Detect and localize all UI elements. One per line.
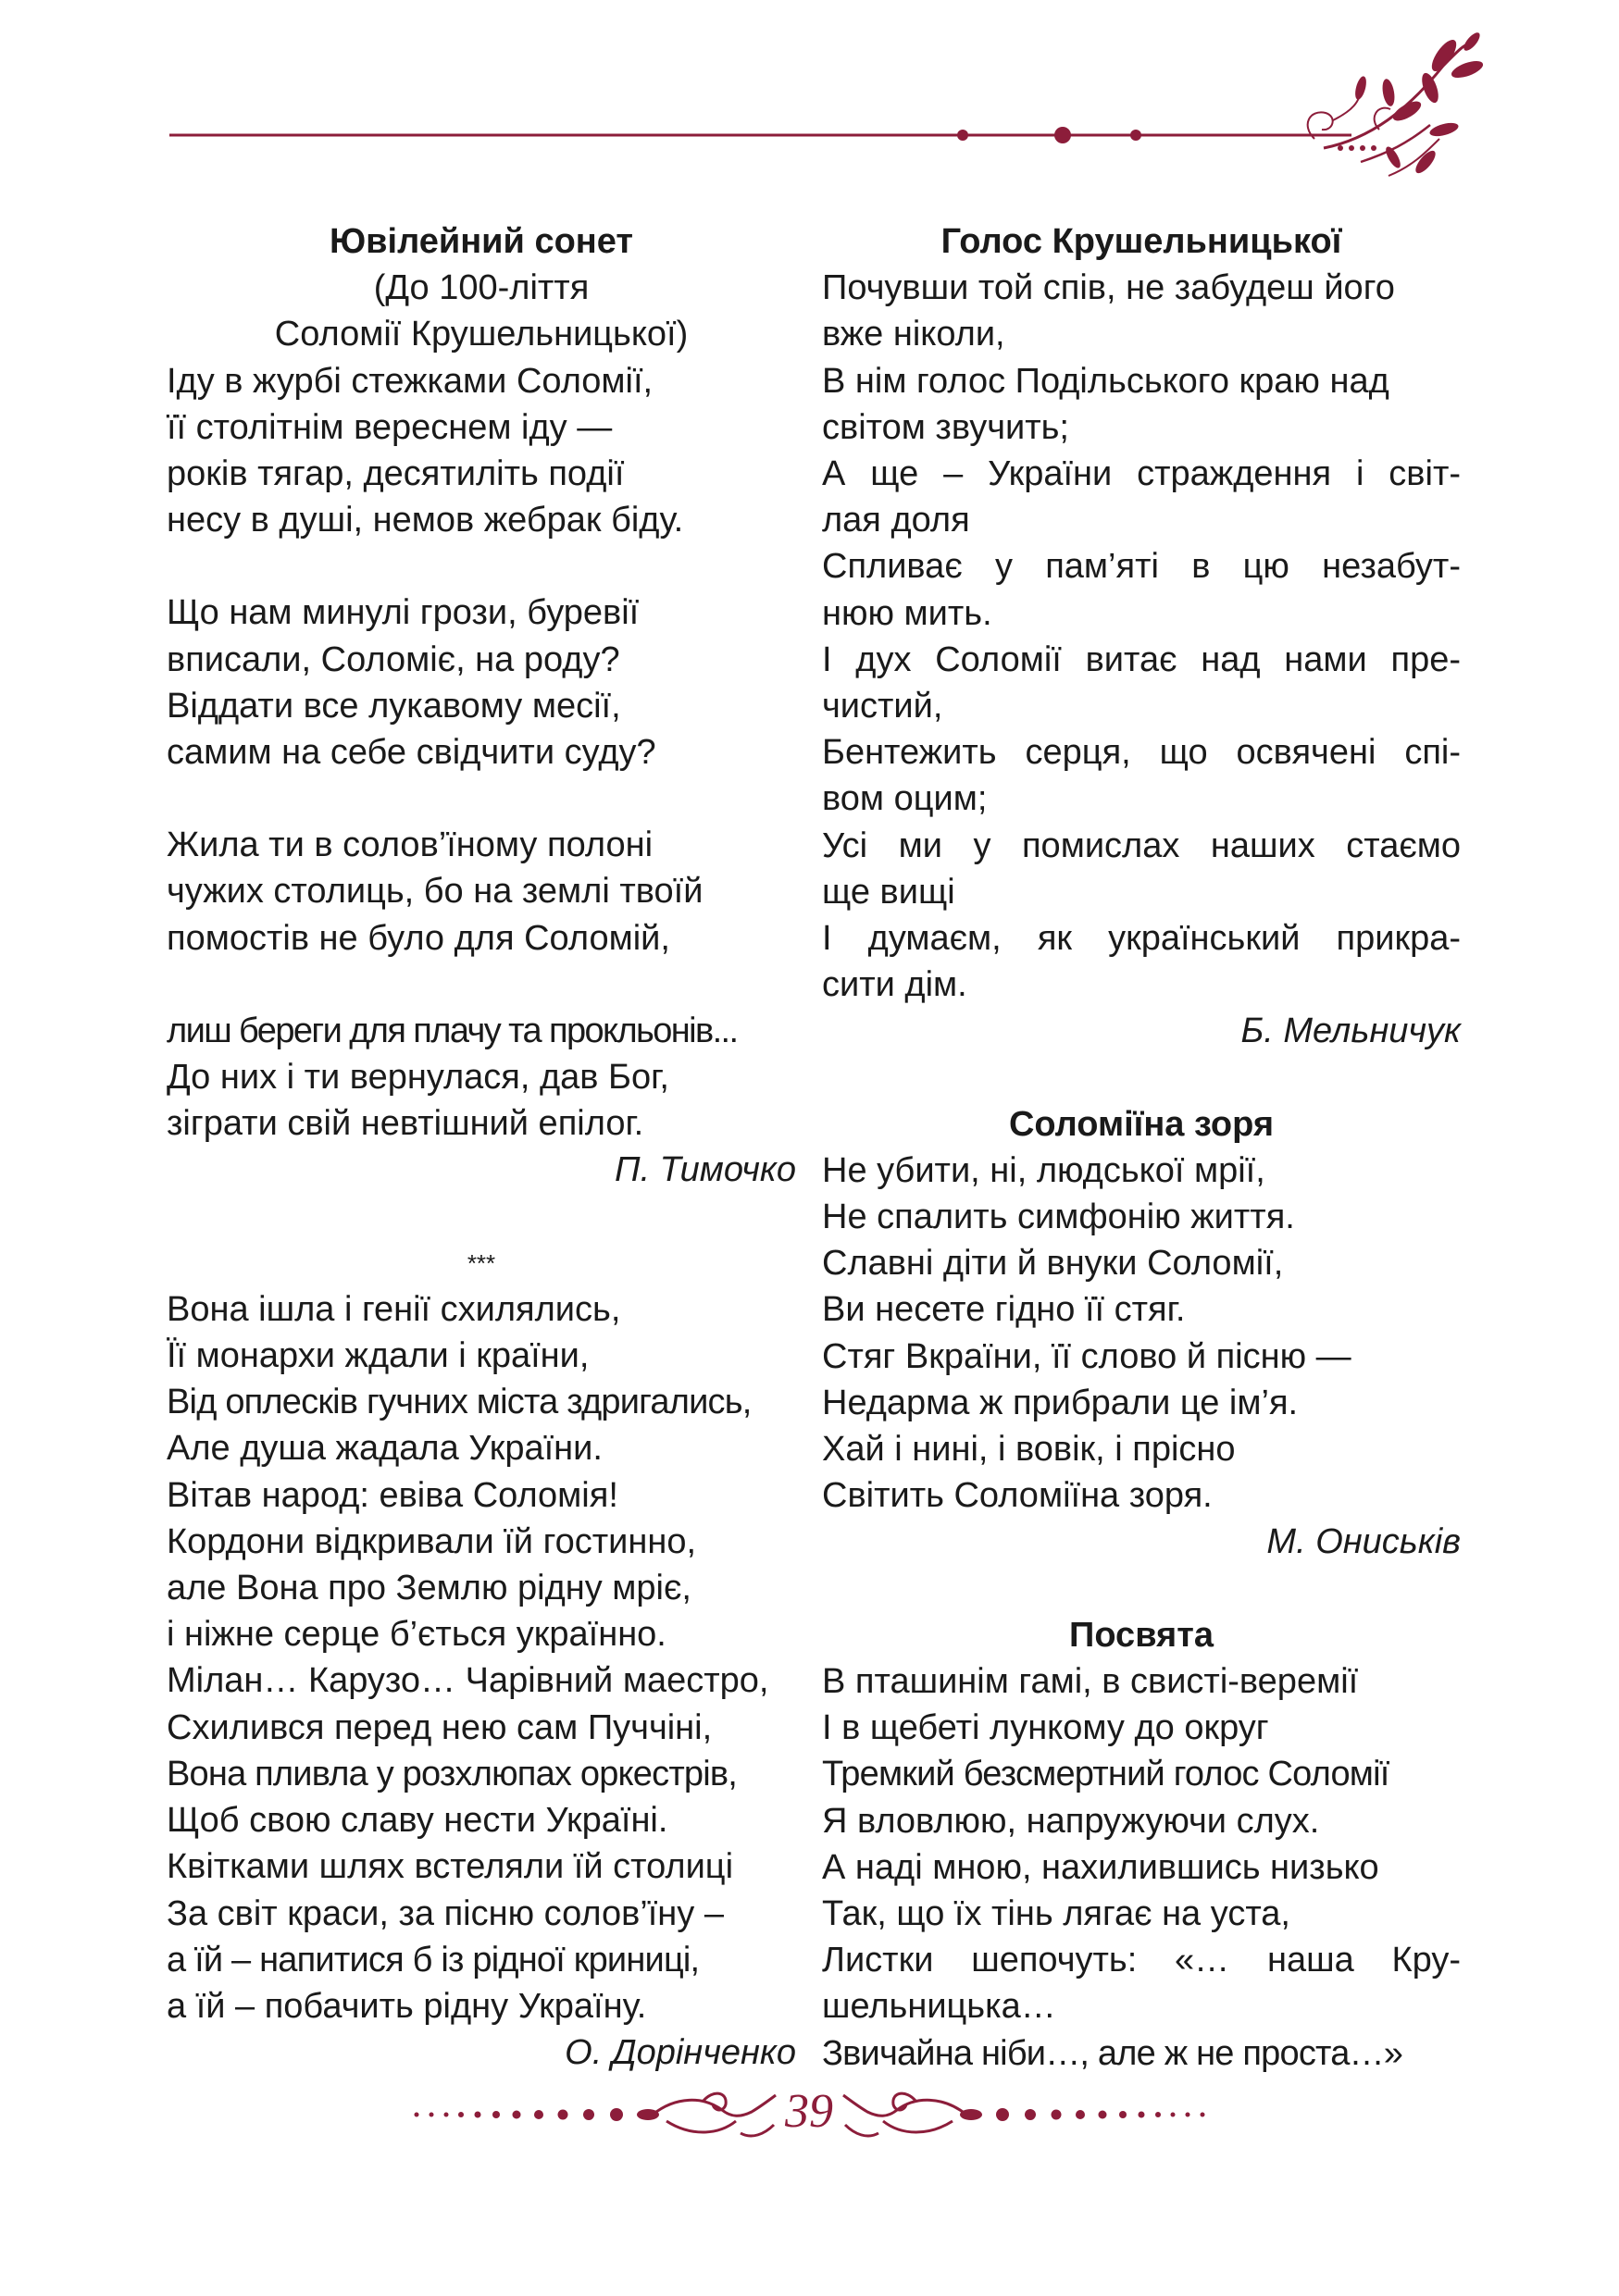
poem-line: Хай і нині, і вовік, і прісно bbox=[822, 1430, 1236, 1470]
poem-line: і ніжне серце б’ється українно. bbox=[167, 1615, 666, 1655]
poem-line: вом оцим; bbox=[822, 779, 988, 819]
poem-line: років тягар, десятиліть події bbox=[167, 454, 625, 494]
poem-line: вписали, Соломіє, на роду? bbox=[167, 639, 620, 679]
poem-line: Вона ішла і генії схилялись, bbox=[167, 1289, 621, 1329]
poem-line: В пташинім гамі, в свисті-веремії bbox=[822, 1661, 1359, 1701]
poem-line: Тремкий безсмертний голос Соломії bbox=[822, 1755, 1389, 1794]
poem-line: Вона пливла у розхлюпах оркестрів, bbox=[167, 1754, 738, 1793]
poem-line: Спливає у пам’яті в цю незабут- bbox=[822, 547, 1461, 587]
right-column bbox=[822, 218, 1461, 2077]
poem-line: сити дім. bbox=[822, 965, 967, 1005]
poem-line: Усі ми у помислах наших стаємо bbox=[822, 825, 1461, 865]
poem-line: лиш береги для плачу та прокльонів... bbox=[167, 1011, 738, 1050]
poem-line: Ви несете гідно її стяг. bbox=[822, 1290, 1186, 1330]
poem-line: шельницька… bbox=[822, 1987, 1056, 2027]
poem-line: зіграти свій невтішний епілог. bbox=[167, 1104, 644, 1144]
left-column bbox=[167, 218, 796, 2076]
poem-line: Недарма ж прибрали це ім’я. bbox=[822, 1383, 1299, 1422]
poem-title-holos: Голос Крушельницької bbox=[940, 222, 1342, 261]
poem-line: а їй – побачить рідну Україну. bbox=[167, 1986, 647, 2026]
poem-line: самим на себе свідчити суду? bbox=[167, 733, 656, 773]
page-number: 39 bbox=[779, 2084, 839, 2140]
poem-line: До них і ти вернулася, дав Бог, bbox=[167, 1058, 669, 1098]
poem-line: Що нам минулі грози, буревії bbox=[167, 593, 640, 633]
poem-subtitle: (До 100-ліття bbox=[373, 268, 590, 308]
poem-line: світом звучить; bbox=[822, 407, 1069, 447]
poem-line: А ще – України страждення і світ- bbox=[822, 454, 1461, 494]
poem-author: Б. Мельничук bbox=[1240, 1011, 1461, 1051]
poem-line: Бентежить серця, що освячені спі- bbox=[822, 733, 1461, 773]
poem-line: але Вона про Землю рідну мріє, bbox=[167, 1569, 691, 1608]
poem-title-yuvileinyi: Ювілейний сонет bbox=[329, 222, 633, 261]
section-separator: *** bbox=[467, 1248, 496, 1277]
poem-line: Іду в журбі стежками Соломії, bbox=[167, 361, 654, 401]
poem-line: Її монархи ждали і країни, bbox=[167, 1336, 590, 1376]
poem-line: І думаєм, як український прикра- bbox=[822, 919, 1461, 959]
poem-line: чужих столиць, бо на землі твоїй bbox=[167, 872, 704, 912]
poem-line: а їй – напитися б із рідної криниці, bbox=[167, 1940, 700, 1980]
poem-line: несу в душі, немов жебрак біду. bbox=[167, 501, 684, 540]
poem-line: Але душа жадала України. bbox=[167, 1429, 603, 1469]
poem-title-posviata: Посвята bbox=[1069, 1615, 1214, 1655]
poem-line: Від оплесків гучних міста здригались, bbox=[167, 1383, 752, 1422]
poem-line: вже ніколи, bbox=[822, 315, 1005, 354]
poem-line: Листки шепочуть: «… наша Кру- bbox=[822, 1941, 1461, 1980]
poem-line: Кордони відкривали їй гостинно, bbox=[167, 1521, 697, 1561]
poem-line: Вітав народ: евіва Соломія! bbox=[167, 1475, 618, 1515]
poem-line: чистий, bbox=[822, 687, 943, 726]
poem-line: лая доля bbox=[822, 501, 970, 540]
poem-line: Так, що їх тінь лягає на уста, bbox=[822, 1893, 1290, 1933]
poem-line: І дух Соломії витає над нами пре- bbox=[822, 639, 1461, 679]
poem-line: Щоб свою славу нести Україні. bbox=[167, 1801, 668, 1841]
poem-author: П. Тимочко bbox=[615, 1150, 796, 1190]
poem-line: Жила ти в солов’їному полоні bbox=[167, 825, 654, 865]
poem-line: Стяг Вкраїни, її слово й пісню — bbox=[822, 1336, 1351, 1376]
poem-line: Славні діти й внуки Соломії, bbox=[822, 1244, 1284, 1284]
poem-line: В нім голос Подільського краю над bbox=[822, 361, 1389, 401]
poem-line: А наді мною, нахилившись низько bbox=[822, 1847, 1379, 1887]
poem-line: Звичайна ніби…, але ж не проста…» bbox=[822, 2033, 1403, 2073]
poem-title-zoria: Соломіїна зоря bbox=[1008, 1104, 1275, 1144]
poem-line: її столітнім вереснем іду — bbox=[167, 407, 613, 447]
poem-line: нюю мить. bbox=[822, 593, 992, 633]
poem-line: Не спалить симфонію життя. bbox=[822, 1198, 1295, 1237]
poem-line: Квітками шлях встеляли їй столиці bbox=[167, 1847, 734, 1887]
poem-line: За світ краси, за пісню солов’їну – bbox=[167, 1893, 724, 1933]
poem-author: О. Дорінченко bbox=[565, 2033, 796, 2073]
poem-line: Схилився перед нею сам Пуччіні, bbox=[167, 1707, 713, 1747]
poem-line: Я вловлюю, напружуючи слух. bbox=[822, 1801, 1320, 1841]
poem-line: Почувши той спів, не забудеш його bbox=[822, 268, 1395, 308]
floral-branch-ornament bbox=[0, 0, 1619, 185]
poem-line: І в щебеті лункому до округ bbox=[822, 1708, 1269, 1748]
poem-line: Мілан… Карузо… Чарівний маестро, bbox=[167, 1661, 769, 1701]
poem-line: Світить Соломіїна зоря. bbox=[822, 1476, 1213, 1516]
poem-line: Віддати все лукавому месії, bbox=[167, 686, 621, 726]
poem-author: М. Ониськів bbox=[1266, 1522, 1461, 1562]
poem-line: Не убити, ні, людської мрії, bbox=[822, 1150, 1265, 1190]
poem-line: помостів не було для Соломій, bbox=[167, 918, 670, 958]
poem-subtitle: Соломії Крушельницької) bbox=[274, 315, 689, 354]
poem-line: ще вищі bbox=[822, 872, 955, 912]
